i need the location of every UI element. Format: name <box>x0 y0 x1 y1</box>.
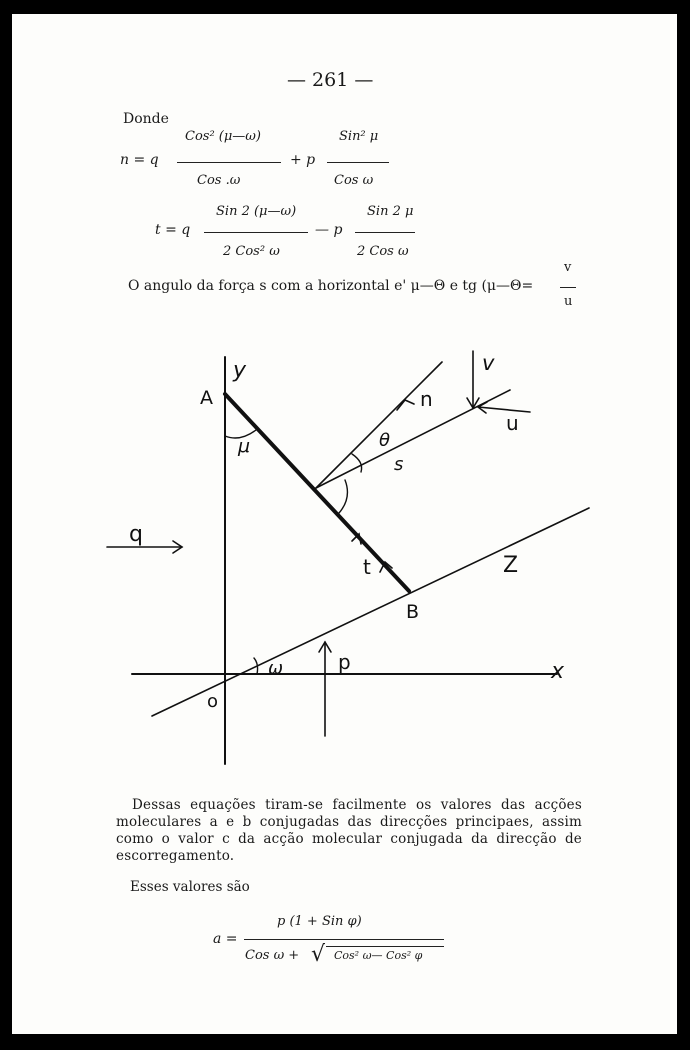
eq-n-lhs: n = q <box>120 152 159 168</box>
eq-t-den2: 2 Cos ω <box>357 244 409 259</box>
label-v: v <box>482 351 495 375</box>
line-oz <box>152 508 589 716</box>
label-y: y <box>233 358 247 383</box>
angle-frac-num: v <box>564 260 572 275</box>
eq-n-den2: Cos ω <box>334 173 374 188</box>
label-omega: ω <box>268 658 284 679</box>
paragraph-valores: Esses valores são <box>130 879 250 895</box>
force-n-line <box>316 362 442 488</box>
eq-a-num: p (1 + Sin φ) <box>277 914 362 929</box>
eq-a-bar <box>244 939 444 940</box>
arrow-u <box>478 407 530 412</box>
document-page <box>12 14 677 1034</box>
label-Z: Z <box>503 553 519 578</box>
eq-t-num1: Sin 2 (μ—ω) <box>216 204 297 219</box>
label-theta: θ <box>379 430 391 451</box>
label-x: x <box>551 659 565 684</box>
label-s: s <box>394 454 404 475</box>
eq-a-den-radicand: Cos² ω— Cos² φ <box>334 949 423 962</box>
force-diagram <box>12 14 677 1034</box>
eq-a-den-left: Cos ω + <box>245 948 300 963</box>
label-t: t <box>363 555 371 579</box>
eq-n-plus: + p <box>290 152 316 168</box>
eq-n-den1: Cos .ω <box>197 173 241 188</box>
eq-n-num1: Cos² (μ—ω) <box>185 129 261 144</box>
arrow-t-head-upper <box>352 534 361 544</box>
label-O: o <box>207 691 219 712</box>
eq-a-lhs: a = <box>213 931 238 947</box>
angle-right-arc <box>339 480 347 513</box>
label-A: A <box>200 387 213 409</box>
label-n: n <box>420 387 433 411</box>
label-mu: μ <box>238 435 251 457</box>
angle-frac-den: u <box>564 294 573 309</box>
donde-label: Donde <box>123 111 169 127</box>
eq-t-lhs: t = q <box>155 222 191 238</box>
eq-n-num2: Sin² μ <box>339 129 379 144</box>
eq-t-num2: Sin 2 μ <box>367 204 414 219</box>
paragraph-acções: Dessas equações tiram-se facilmente os valores das acções moleculares a e b conjugadas das direcções principaes, assim como o valor c da acção molecular conjugada da direcção de escorregamento. <box>116 797 582 864</box>
eq-t-minus: — p <box>315 222 343 238</box>
label-p: p <box>338 650 351 674</box>
page-number: — 261 — <box>287 69 374 91</box>
label-q: q <box>129 522 143 547</box>
eq-a-radical-bar <box>326 946 444 947</box>
label-u: u <box>506 411 519 435</box>
eq-t-den1: 2 Cos² ω <box>223 244 280 259</box>
eq-a-sqrt: √ <box>311 942 326 967</box>
label-B: B <box>406 601 420 623</box>
angle-text: O angulo da força s com a horizontal e' μ—Θ e tg (μ—Θ= <box>128 278 534 294</box>
